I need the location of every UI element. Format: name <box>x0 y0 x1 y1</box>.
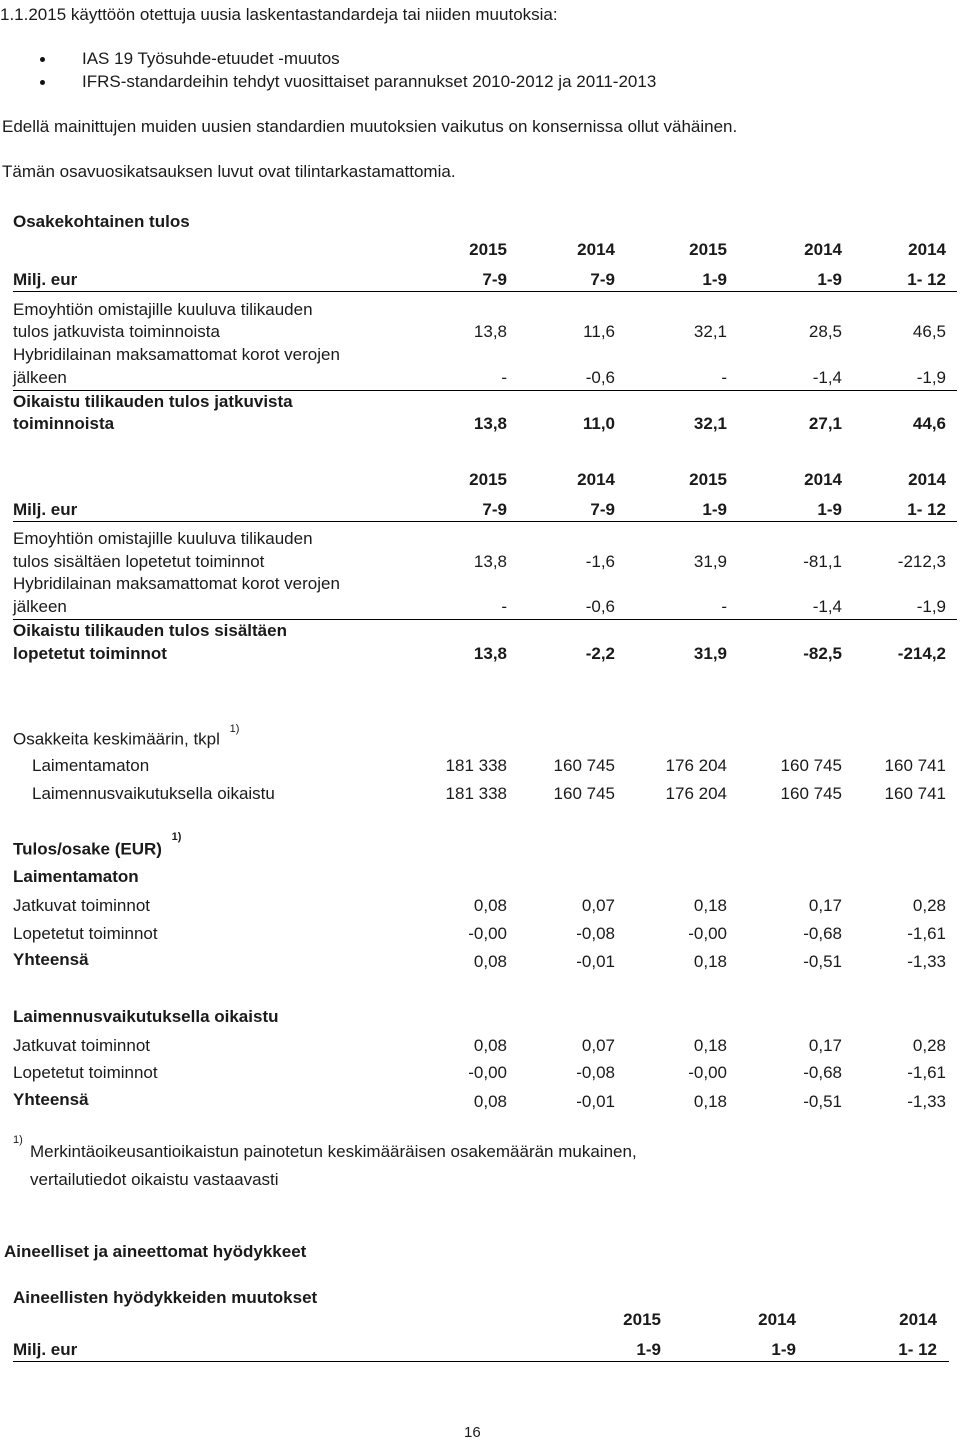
value-cell: 160 745 <box>553 784 615 803</box>
row-label: tulos sisältäen lopetetut toiminnot <box>13 552 265 571</box>
period-cell: 1-9 <box>771 1340 796 1359</box>
assets-subtitle: Aineellisten hyödykkeiden muutokset <box>13 1288 318 1307</box>
year-cell: 2014 <box>577 470 615 489</box>
unit-label: Milj. eur <box>13 270 78 289</box>
value-cell: -214,2 <box>897 644 946 663</box>
period-cell: 7-9 <box>482 270 507 289</box>
bullet-icon <box>40 80 45 85</box>
row-label: jälkeen <box>13 597 67 616</box>
value-cell: 0,17 <box>808 1036 842 1055</box>
divider <box>13 291 957 292</box>
footnote-text: vertailutiedot oikaistu vastaavasti <box>30 1170 279 1189</box>
value-cell: 13,8 <box>473 322 507 341</box>
page-number: 16 <box>464 1424 481 1441</box>
value-cell: 181 338 <box>445 756 507 775</box>
year-cell: 2015 <box>469 470 507 489</box>
value-cell: 0,17 <box>808 896 842 915</box>
value-cell: 160 745 <box>780 784 842 803</box>
value-cell: -0,51 <box>803 952 842 971</box>
value-cell: 13,8 <box>473 552 507 571</box>
period-cell: 1- 12 <box>907 500 946 519</box>
paragraph: Tämän osavuosikatsauksen luvut ovat tilintarkastamattomia. <box>2 162 456 181</box>
row-label: Hybridilainan maksamattomat korot verojen <box>13 345 340 364</box>
footnote-ref: 1) <box>229 723 240 735</box>
eps-section-title: Laimennusvaikutuksella oikaistu <box>13 1007 279 1026</box>
value-cell: 31,9 <box>693 644 727 663</box>
period-cell: 1-9 <box>817 500 842 519</box>
value-cell: -1,9 <box>916 368 946 387</box>
value-cell: 27,1 <box>808 414 842 433</box>
divider <box>13 619 957 620</box>
period-cell: 7-9 <box>482 500 507 519</box>
unit-label: Milj. eur <box>13 1340 78 1359</box>
value-cell: 11,0 <box>582 414 615 433</box>
year-cell: 2015 <box>689 240 727 259</box>
value-cell: 160 741 <box>884 784 946 803</box>
period-cell: 1-9 <box>636 1340 661 1359</box>
section-heading: 1.1.2015 käyttöön otettuja uusia laskentastandardeja tai niiden muutoksia: <box>0 5 558 24</box>
period-cell: 7-9 <box>590 270 615 289</box>
value-cell: 0,08 <box>473 952 507 971</box>
period-cell: 1- 12 <box>907 270 946 289</box>
value-cell: -0,68 <box>803 924 842 943</box>
value-cell: -0,00 <box>468 924 507 943</box>
row-label: Jatkuvat toiminnot <box>13 896 151 915</box>
row-label: Hybridilainan maksamattomat korot verojen <box>13 574 340 593</box>
value-cell: 0,08 <box>473 1036 507 1055</box>
value-cell: -1,4 <box>812 368 842 387</box>
value-cell: 0,08 <box>473 896 507 915</box>
year-cell: 2014 <box>577 240 615 259</box>
value-cell: -1,61 <box>907 924 946 943</box>
value-cell: 176 204 <box>665 756 727 775</box>
value-cell: -0,68 <box>803 1063 842 1082</box>
value-cell: 13,8 <box>473 644 507 663</box>
value-cell: -2,2 <box>585 644 615 663</box>
value-cell: 44,6 <box>912 414 946 433</box>
row-label: jälkeen <box>13 368 67 387</box>
value-cell: - <box>501 368 507 387</box>
value-cell: -1,6 <box>585 552 615 571</box>
period-cell: 7-9 <box>590 500 615 519</box>
value-cell: 0,18 <box>693 1092 727 1111</box>
row-label: Laimentamaton <box>32 756 150 775</box>
divider <box>13 1361 949 1362</box>
bullet-item: IAS 19 Työsuhde-etuudet -muutos <box>82 49 340 68</box>
value-cell: 13,8 <box>473 414 507 433</box>
footnote-mark: 1) <box>13 1134 23 1146</box>
row-label: Yhteensä <box>13 950 89 969</box>
value-cell: -1,33 <box>907 1092 946 1111</box>
value-cell: -1,61 <box>907 1063 946 1082</box>
value-cell: 0,18 <box>693 896 727 915</box>
divider <box>13 390 957 391</box>
period-cell: 1-9 <box>817 270 842 289</box>
unit-label: Milj. eur <box>13 500 78 519</box>
value-cell: 0,18 <box>693 1036 727 1055</box>
value-cell: 11,6 <box>583 322 615 341</box>
value-cell: 176 204 <box>665 784 727 803</box>
paragraph: Edellä mainittujen muiden uusien standardien muutoksien vaikutus on konsernissa ollut vähäinen. <box>2 117 738 136</box>
eps-section-title: Osakekohtainen tulos <box>13 212 190 231</box>
value-cell: -0,00 <box>688 1063 727 1082</box>
footnote-ref: 1) <box>171 831 182 843</box>
value-cell: -0,01 <box>576 952 615 971</box>
year-cell: 2014 <box>804 470 842 489</box>
shares-title <box>13 723 240 750</box>
value-cell: -0,6 <box>585 368 615 387</box>
year-cell: 2015 <box>623 1310 661 1329</box>
row-label: Oikaistu tilikauden tulos sisältäen <box>13 621 287 640</box>
value-cell: -212,3 <box>897 552 946 571</box>
value-cell: -0,00 <box>688 924 727 943</box>
footnote-text: Merkintäoikeusantioikaistun painotetun keskimääräisen osakemäärän mukainen, <box>30 1142 637 1161</box>
value-cell: 31,9 <box>693 552 727 571</box>
value-cell: -1,33 <box>907 952 946 971</box>
eps-title <box>13 831 182 860</box>
period-cell: 1- 12 <box>898 1340 937 1359</box>
year-cell: 2015 <box>469 240 507 259</box>
eps-section-title: Laimentamaton <box>13 867 139 886</box>
row-label: Emoyhtiön omistajille kuuluva tilikauden <box>13 300 313 319</box>
period-cell: 1-9 <box>702 500 727 519</box>
divider <box>13 521 957 522</box>
value-cell: 32,1 <box>693 414 727 433</box>
value-cell: 0,07 <box>581 896 615 915</box>
value-cell: 181 338 <box>445 784 507 803</box>
value-cell: -81,1 <box>803 552 842 571</box>
bullet-icon <box>40 57 45 62</box>
year-cell: 2015 <box>689 470 727 489</box>
value-cell: 0,18 <box>693 952 727 971</box>
row-label: Jatkuvat toiminnot <box>13 1036 151 1055</box>
eps-title-text: Tulos/osake (EUR) <box>13 839 162 859</box>
value-cell: 28,5 <box>808 322 842 341</box>
bullet-item: IFRS-standardeihin tehdyt vuosittaiset parannukset 2010-2012 ja 2011-2013 <box>82 72 657 91</box>
value-cell: - <box>501 597 507 616</box>
year-cell: 2014 <box>758 1310 796 1329</box>
value-cell: 0,28 <box>912 1036 946 1055</box>
value-cell: -0,08 <box>576 1063 615 1082</box>
year-cell: 2014 <box>899 1310 937 1329</box>
value-cell: 46,5 <box>912 322 946 341</box>
value-cell: -0,01 <box>576 1092 615 1111</box>
row-label: Emoyhtiön omistajille kuuluva tilikauden <box>13 529 313 548</box>
row-label: Oikaistu tilikauden tulos jatkuvista <box>13 392 293 411</box>
value-cell: 32,1 <box>693 322 727 341</box>
row-label: Lopetetut toiminnot <box>13 924 158 943</box>
value-cell: 0,08 <box>473 1092 507 1111</box>
shares-title-text: Osakkeita keskimäärin, tkpl <box>13 729 220 749</box>
value-cell: 160 745 <box>780 756 842 775</box>
row-label: lopetetut toiminnot <box>13 644 167 663</box>
value-cell: -0,6 <box>585 597 615 616</box>
value-cell: 0,28 <box>912 896 946 915</box>
value-cell: -1,9 <box>916 597 946 616</box>
year-cell: 2014 <box>908 470 946 489</box>
assets-title: Aineelliset ja aineettomat hyödykkeet <box>4 1242 307 1261</box>
value-cell: 160 741 <box>884 756 946 775</box>
value-cell: -1,4 <box>812 597 842 616</box>
row-label: Laimennusvaikutuksella oikaistu <box>32 784 275 803</box>
year-cell: 2014 <box>908 240 946 259</box>
value-cell: -82,5 <box>803 644 842 663</box>
row-label: toiminnoista <box>13 414 115 433</box>
row-label: Yhteensä <box>13 1090 89 1109</box>
period-cell: 1-9 <box>702 270 727 289</box>
value-cell: - <box>721 597 727 616</box>
value-cell: 160 745 <box>553 756 615 775</box>
value-cell: -0,51 <box>803 1092 842 1111</box>
value-cell: -0,00 <box>468 1063 507 1082</box>
value-cell: -0,08 <box>576 924 615 943</box>
row-label: Lopetetut toiminnot <box>13 1063 158 1082</box>
value-cell: 0,07 <box>581 1036 615 1055</box>
value-cell: - <box>721 368 727 387</box>
row-label: tulos jatkuvista toiminnoista <box>13 322 220 341</box>
year-cell: 2014 <box>804 240 842 259</box>
